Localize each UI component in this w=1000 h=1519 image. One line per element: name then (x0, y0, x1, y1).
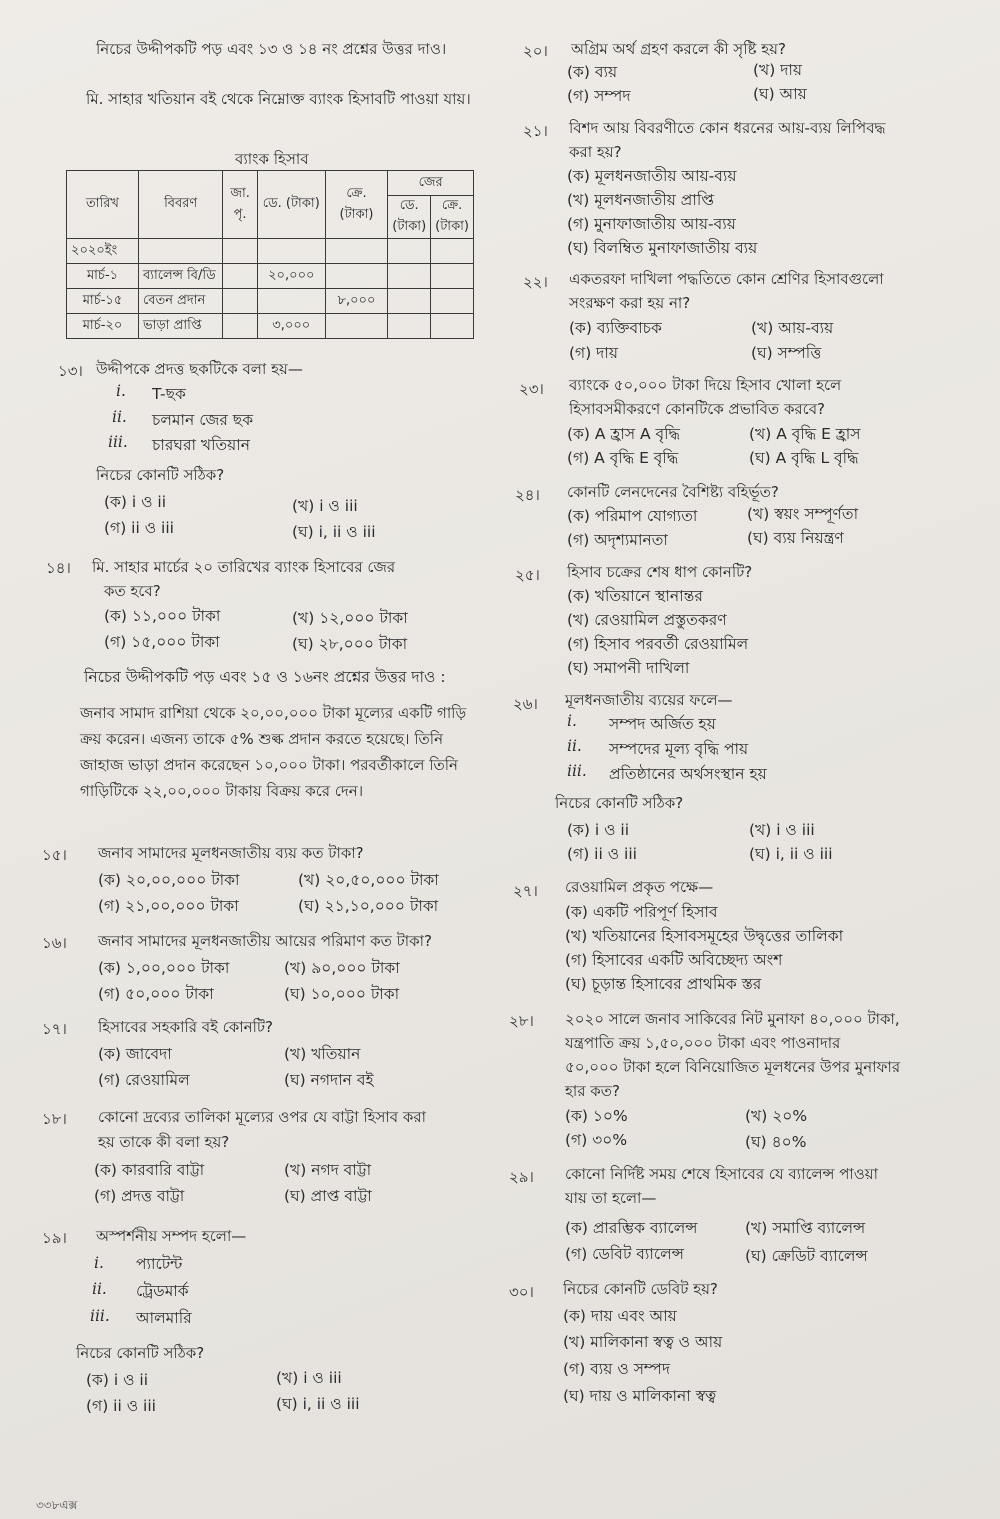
option-ka[interactable]: (ক) ১০% (565, 1107, 628, 1125)
option-ka[interactable]: (ক) একটি পরিপূর্ণ হিসাব (565, 903, 718, 921)
option-ka[interactable]: (ক) দায় এবং আয় (563, 1307, 677, 1325)
option-kha[interactable]: (খ) রেওয়ামিল প্রস্তুতকরণ (567, 611, 727, 629)
bank-account-table (66, 170, 474, 339)
option-ga[interactable]: (গ) অদৃশ্যমানতা (567, 531, 668, 549)
option-kha[interactable]: (খ) i ও iii (276, 1369, 342, 1387)
option-ka[interactable]: (ক) ব্যক্তিবাচক (569, 319, 662, 337)
option-ka[interactable]: (ক) i ও ii (104, 493, 167, 511)
option-ka[interactable]: (ক) ১১,০০০ টাকা (104, 607, 221, 625)
option-ka[interactable]: (ক) ১,০০,০০০ টাকা (98, 959, 230, 977)
cell: মার্চ-২০ (67, 314, 139, 339)
option-kha[interactable]: (খ) মালিকানা স্বত্ব ও আয় (563, 1333, 723, 1351)
col-date: তারিখ (67, 171, 139, 239)
cell: ভাড়া প্রাপ্তি (139, 314, 223, 339)
option-ka[interactable]: (ক) ২০,০০,০০০ টাকা (98, 871, 240, 889)
option-kha[interactable]: (খ) ১২,০০০ টাকা (292, 609, 408, 627)
cell: মার্চ-১ (67, 264, 139, 289)
option-kha[interactable]: (খ) আয়-ব্যয় (751, 319, 834, 337)
option-ga[interactable]: (গ) দায় (569, 344, 618, 362)
option-gha[interactable]: (ঘ) i, ii ও iii (276, 1395, 360, 1413)
option-ka[interactable]: (ক) প্রারম্ভিক ব্যালেন্স (565, 1219, 698, 1237)
question-text: হিসাবের সহকারি বই কোনটি? (98, 1018, 273, 1036)
question-text: জনাব সামাদের মূলধনজাতীয় আয়ের পরিমাণ কত টাকা? (98, 932, 432, 950)
cell: ২০,০০০ (257, 264, 325, 289)
option-ga[interactable]: (গ) সম্পদ (567, 87, 631, 105)
question-number: ১৬। (42, 934, 67, 952)
col-balance-credit: ক্রে. (টাকা) (431, 196, 474, 239)
option-gha[interactable]: (ঘ) দায় ও মালিকানা স্বত্ব (563, 1387, 717, 1405)
roman-numeral: ii. (567, 737, 582, 755)
option-ga[interactable]: (গ) প্রদত্ত বাট্টা (94, 1187, 185, 1205)
option-gha[interactable]: (ঘ) i, ii ও iii (749, 845, 833, 863)
intro-15-16: নিচের উদ্দীপকটি পড় এবং ১৫ ও ১৬নং প্রশ্নের উত্তর দাও : (84, 668, 446, 686)
roman-item: চলমান জের ছক (152, 411, 254, 429)
option-ka[interactable]: (ক) পরিমাপ যোগ্যতা (567, 507, 698, 525)
option-gha[interactable]: (ঘ) ২১,১০,০০০ টাকা (298, 897, 439, 915)
cell (223, 314, 258, 339)
question-text-cont: সংরক্ষণ করা হয় না? (569, 294, 691, 312)
question-text: কোনটি লেনদেনের বৈশিষ্ট্য বহির্ভূত? (567, 483, 779, 501)
option-ka[interactable]: (ক) i ও ii (86, 1371, 149, 1389)
option-kha[interactable]: (খ) সমাপ্তি ব্যালেন্স (745, 1219, 866, 1237)
cell: বেতন প্রদান (139, 289, 223, 314)
option-ga[interactable]: (গ) ii ও iii (104, 519, 174, 537)
option-ka[interactable]: (ক) খতিয়ানে স্থানান্তর (567, 587, 703, 605)
roman-item: আলমারি (136, 1309, 192, 1327)
roman-item: প্যাটেন্ট (136, 1255, 183, 1273)
question-number: ২৩। (519, 380, 544, 398)
option-ga[interactable]: (গ) হিসাব পরবর্তী রেওয়ামিল (567, 635, 749, 653)
which-correct: নিচের কোনটি সঠিক? (76, 1344, 205, 1362)
question-text: জনাব সামাদের মূলধনজাতীয় ব্যয় কত টাকা? (98, 844, 364, 862)
which-correct: নিচের কোনটি সঠিক? (96, 466, 225, 484)
option-ga[interactable]: (গ) ২১,০০,০০০ টাকা (98, 897, 239, 915)
option-gha[interactable]: (ঘ) আয় (753, 85, 807, 103)
question-text: অগ্রিম অর্থ গ্রহণ করলে কী সৃষ্টি হয়? (571, 40, 786, 58)
question-text-cont: হিসাবসমীকরণে কোনটিকে প্রভাবিত করবে? (569, 400, 826, 418)
page-code: ৩৩৮এক্স (36, 1498, 78, 1512)
question-text-cont: ৫০,০০০ টাকা হলে বিনিয়োজিত মূলধনের উপর মুনাফার (565, 1058, 901, 1076)
option-kha[interactable]: (খ) ২০,৫০,০০০ টাকা (298, 871, 439, 889)
question-number: ১৩। (58, 362, 83, 380)
question-text: ২০২০ সালে জনাব সাকিবের নিট মুনাফা ৪০,০০০ টাকা, (565, 1010, 900, 1028)
question-number: ১৭। (42, 1020, 67, 1038)
option-ga[interactable]: (গ) ব্যয় ও সম্পদ (563, 1360, 671, 1378)
option-kha[interactable]: (খ) ৯০,০০০ টাকা (284, 959, 400, 977)
option-ka[interactable]: (ক) ব্যয় (567, 63, 618, 81)
table-row (67, 239, 474, 264)
question-text: বিশদ আয় বিবরণীতে কোন ধরনের আয়-ব্যয় লিপিবদ্ধ (569, 119, 886, 137)
col-folio: জা. পৃ. (223, 171, 258, 239)
question-number: ২০। (523, 42, 548, 60)
roman-numeral: i. (116, 382, 126, 400)
cell (431, 314, 474, 339)
option-gha[interactable]: (ঘ) সমাপনী দাখিলা (567, 659, 690, 677)
table-row (67, 314, 474, 339)
question-text-cont: হয় তাকে কী বলা হয়? (98, 1133, 230, 1151)
roman-item: সম্পদের মূল্য বৃদ্ধি পায় (609, 740, 749, 758)
cell (431, 264, 474, 289)
roman-item: ট্রেডমার্ক (136, 1282, 189, 1300)
option-ka[interactable]: (ক) জাবেদা (98, 1045, 172, 1063)
roman-item: সম্পদ অর্জিত হয় (609, 715, 716, 733)
option-ga[interactable]: (গ) ১৫,০০০ টাকা (104, 633, 220, 651)
option-gha[interactable]: (ঘ) বিলম্বিত মুনাফাজাতীয় ব্যয় (567, 239, 758, 257)
option-kha[interactable]: (খ) দায় (753, 61, 802, 79)
question-text: উদ্দীপকে প্রদত্ত ছকটিকে বলা হয়— (96, 360, 303, 378)
year-cell: ২০২০ইং (67, 239, 139, 264)
table-title: ব্যাংক হিসাব (235, 150, 309, 168)
question-text-cont: যন্ত্রপাতি ক্রয় ১,৫০,০০০ টাকা এবং পাওনাদার (565, 1034, 841, 1052)
option-gha[interactable]: (ঘ) A বৃদ্ধি L বৃদ্ধি (749, 449, 859, 467)
question-text: মূলধনজাতীয় ব্যয়ের ফলে— (565, 691, 733, 709)
question-text: হিসাব চক্রের শেষ ধাপ কোনটি? (567, 563, 753, 581)
table-row (67, 289, 474, 314)
option-kha[interactable]: (খ) মূলধনজাতীয় প্রাপ্তি (567, 191, 715, 209)
option-ga[interactable]: (গ) মুনাফাজাতীয় আয়-ব্যয় (567, 215, 736, 233)
option-ga[interactable]: (গ) ৫০,০০০ টাকা (98, 985, 214, 1003)
option-gha[interactable]: (ঘ) চূড়ান্ত হিসাবের প্রাথমিক স্তর (565, 975, 762, 993)
roman-numeral: ii. (92, 1280, 107, 1298)
table-row (67, 264, 474, 289)
question-number: ২৬। (513, 695, 538, 713)
question-number: ২৯। (509, 1168, 534, 1186)
option-kha[interactable]: (খ) খতিয়ানের হিসাবসমূহের উদ্বৃত্তের তালিকা (565, 927, 844, 945)
question-text: অস্পর্শনীয় সম্পদ হলো— (96, 1227, 247, 1245)
option-kha[interactable]: (খ) i ও iii (749, 821, 815, 839)
question-text: একতরফা দাখিলা পদ্ধতিতে কোন শ্রেণির হিসাবগুলো (569, 270, 884, 288)
question-number: ২২। (523, 273, 548, 291)
col-credit: ক্রে. (টাকা) (325, 171, 388, 239)
col-description: বিবরণ (139, 171, 223, 239)
question-text: কোনো দ্রব্যের তালিকা মূল্যের ওপর যে বাট্টা হিসাব করা (98, 1108, 426, 1126)
cell: মার্চ-১৫ (67, 289, 139, 314)
intro-13-14: নিচের উদ্দীপকটি পড় এবং ১৩ ও ১৪ নং প্রশ্নের উত্তর দাও। (96, 40, 447, 58)
option-gha[interactable]: (ঘ) প্রাপ্ত বাট্টা (284, 1187, 372, 1205)
option-gha[interactable]: (ঘ) নগদান বই (284, 1071, 374, 1089)
option-ka[interactable]: (ক) A হ্রাস A বৃদ্ধি (567, 425, 680, 443)
question-number: ২৮। (509, 1012, 534, 1030)
option-gha[interactable]: (ঘ) ক্রেডিট ব্যালেন্স (745, 1247, 868, 1265)
option-kha[interactable]: (খ) খতিয়ান (284, 1045, 361, 1063)
cell: ব্যালেন্স বি/ডি (139, 264, 223, 289)
question-number: ২৫। (515, 566, 540, 584)
option-ka[interactable]: (ক) মূলধনজাতীয় আয়-ব্যয় (567, 167, 737, 185)
option-kha[interactable]: (খ) A বৃদ্ধি E হ্রাস (749, 425, 861, 443)
cell (223, 264, 258, 289)
question-text: নিচের কোনটি ডেবিট হয়? (563, 1280, 718, 1298)
question-number: ১৪। (46, 559, 71, 577)
question-text-cont: যায় তা হলো— (565, 1189, 657, 1207)
question-number: ১৫। (42, 846, 67, 864)
option-ga[interactable]: (গ) হিসাবের একটি অবিচ্ছেদ্য অংশ (565, 951, 783, 969)
cell: ৩,০০০ (257, 314, 325, 339)
option-ga[interactable]: (গ) রেওয়ামিল (98, 1071, 190, 1089)
option-gha[interactable]: (ঘ) ২৮,০০০ টাকা (292, 635, 408, 653)
col-balance: জের (388, 171, 474, 196)
which-correct: নিচের কোনটি সঠিক? (555, 794, 684, 812)
roman-item: চারঘরা খতিয়ান (152, 436, 251, 454)
option-kha[interactable]: (খ) ২০% (745, 1107, 808, 1125)
option-ga[interactable]: (গ) ডেবিট ব্যালেন্স (565, 1245, 684, 1263)
roman-item: প্রতিষ্ঠানের অর্থসংস্থান হয় (609, 765, 767, 783)
cell (388, 314, 431, 339)
option-ka[interactable]: (ক) কারবারি বাট্টা (94, 1161, 205, 1179)
roman-numeral: iii. (567, 762, 587, 780)
option-ga[interactable]: (গ) ii ও iii (567, 845, 637, 863)
option-gha[interactable]: (ঘ) ব্যয় নিয়ন্ত্রণ (747, 529, 844, 547)
option-kha[interactable]: (খ) নগদ বাট্টা (284, 1161, 372, 1179)
cell (223, 289, 258, 314)
question-text: রেওয়ামিল প্রকৃত পক্ষে— (565, 878, 714, 896)
option-ka[interactable]: (ক) i ও ii (567, 821, 630, 839)
question-number: ১৯। (42, 1229, 67, 1247)
option-ga[interactable]: (গ) A বৃদ্ধি E বৃদ্ধি (567, 449, 679, 467)
option-gha[interactable]: (ঘ) সম্পত্তি (751, 344, 822, 362)
option-gha[interactable]: (ঘ) ৪০% (745, 1133, 807, 1151)
cell (431, 289, 474, 314)
intro-bank-account: মি. সাহার খতিয়ান বই থেকে নিম্নোক্ত ব্যাংক হিসাবটি পাওয়া যায়। (86, 90, 471, 108)
col-debit: ডে. (টাকা) (257, 171, 325, 239)
question-text-cont: কত হবে? (104, 582, 161, 600)
roman-item: T-ছক (152, 385, 186, 403)
col-balance-debit: ডে. (টাকা) (388, 196, 431, 239)
cell (388, 264, 431, 289)
stimulus-paragraph: জনাব সামাদ রাশিয়া থেকে ২০,০০,০০০ টাকা মূল্যের একটি গাড়ি ক্রয় করেন। এজন্য তাকে ৫% শুল্ক প্রদান করতে হয়েছে। তিনি জাহাজ ভাড়া প্রদান করেছেন ১০,০০০ টাকা। পরবর্তীকালে তিনি গাড়িটিকে ২২,০০,০০০ টাকায় বিক্রয় করে দেন। (80, 704, 467, 800)
question-number: ৩০। (509, 1283, 534, 1301)
option-kha[interactable]: (খ) i ও iii (292, 497, 358, 515)
question-text-cont: হার কত? (565, 1082, 620, 1100)
option-kha[interactable]: (খ) স্বয়ং সম্পূর্ণতা (747, 505, 859, 523)
roman-numeral: i. (94, 1254, 104, 1272)
question-text: ব্যাংকে ৫০,০০০ টাকা দিয়ে হিসাব খোলা হলে (569, 376, 842, 394)
question-number: ২৪। (515, 486, 540, 504)
question-number: ১৮। (42, 1110, 67, 1128)
cell (325, 264, 388, 289)
roman-numeral: i. (567, 712, 577, 730)
roman-numeral: ii. (112, 408, 127, 426)
option-ga[interactable]: (গ) ii ও iii (86, 1397, 156, 1415)
question-number: ২১। (523, 122, 548, 140)
cell: ৮,০০০ (325, 289, 388, 314)
option-ga[interactable]: (গ) ৩০% (565, 1131, 628, 1149)
cell (388, 289, 431, 314)
question-number: ২৭। (513, 882, 538, 900)
roman-numeral: iii. (108, 433, 128, 451)
question-text: কোনো নির্দিষ্ট সময় শেষে হিসাবের যে ব্যালেন্স পাওয়া (565, 1165, 878, 1183)
cell (257, 289, 325, 314)
cell (325, 314, 388, 339)
option-gha[interactable]: (ঘ) i, ii ও iii (292, 523, 376, 541)
roman-numeral: iii. (90, 1307, 110, 1325)
option-gha[interactable]: (ঘ) ১০,০০০ টাকা (284, 985, 400, 1003)
question-text: মি. সাহার মার্চের ২০ তারিখের ব্যাংক হিসাবের জের (92, 558, 396, 576)
question-text-cont: করা হয়? (569, 143, 622, 161)
